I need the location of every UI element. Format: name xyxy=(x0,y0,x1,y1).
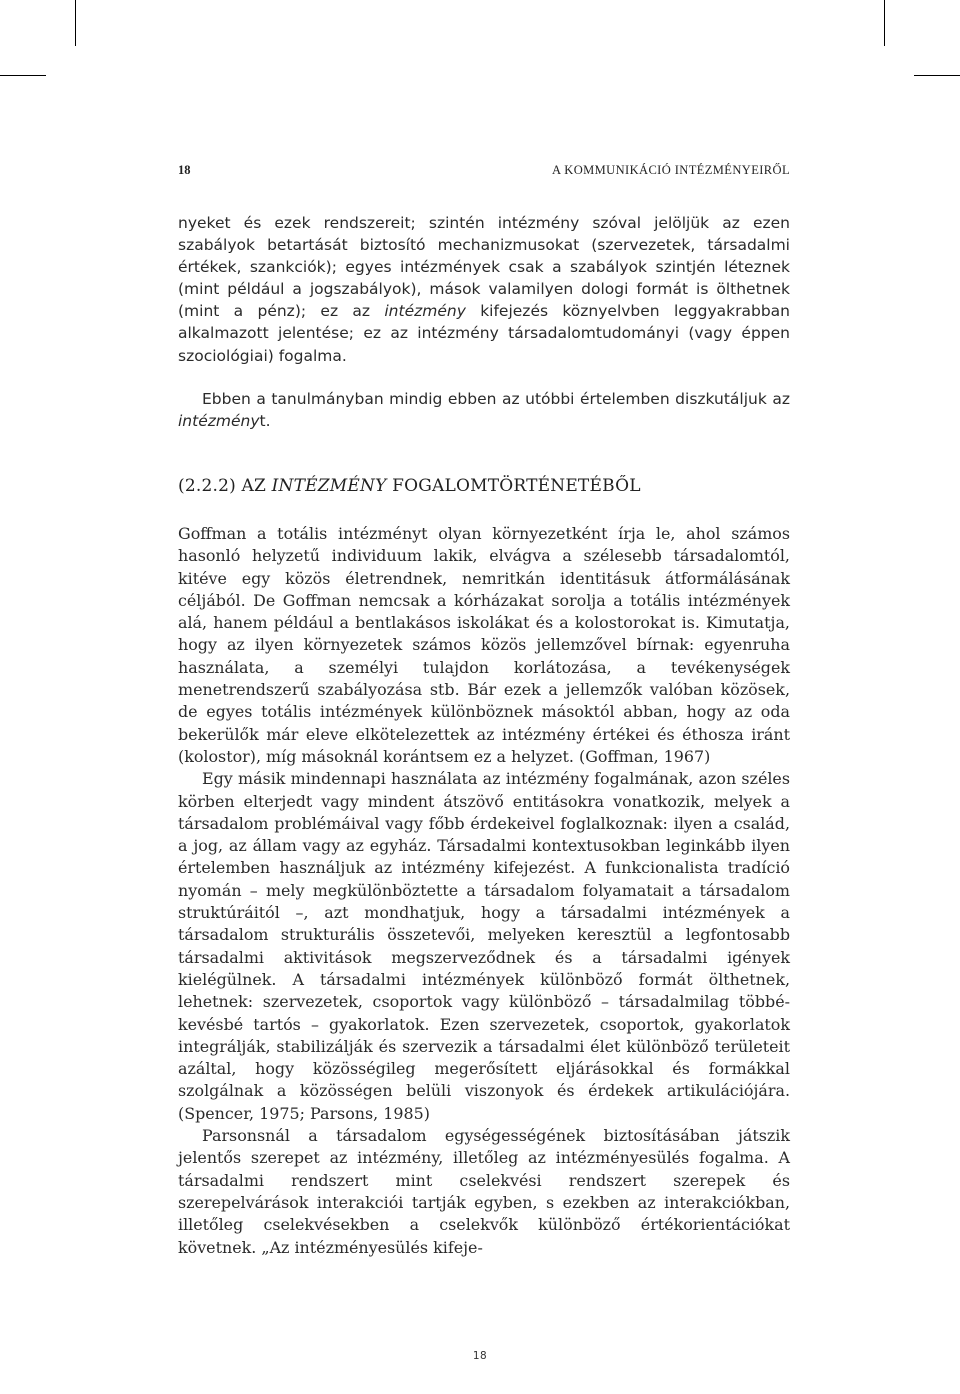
section-heading-rest: FOGALOMTÖRTÉNETÉBŐL xyxy=(386,476,641,496)
crop-mark-top-right-horizontal xyxy=(914,75,960,76)
paragraph-goffman: Goffman a totális intézményt olyan környezetként írja le, ahol számos hasonló helyzetű individuum lakik, elvágva a szélesebb társadalomtól, kitéve egy közös életrendnek, nemritkán identitásuk átformálásának céljából. De Goffman nemcsak a kórházakat sorolja a totális intézmények alá, hanem például a bentlakásos iskolákat és a kolostorokat is. Kimutatja, hogy az ilyen környezetek számos közös jellemzővel bírnak: egyenruha használata, a személyi tulajdon korlátozása, a tevékenységek menetrendszerű szabályozása stb. Bár ezek a jellemzők valóban közösek, de egyes totális intézmények különböznek másoktól abban, hogy az oda bekerülők már eleve elkötelezettek az intézmény értékei és éthosza iránt (kolostor), míg másoknál korántsem ez a helyzet. (Goffman, 1967) xyxy=(178,524,790,766)
header-page-number: 18 xyxy=(178,163,191,177)
footer-page-number: 18 xyxy=(472,1350,488,1362)
paragraph-parsons: Parsonsnál a társadalom egységességének biztosításában játszik jelentős szerepet az intézmény, illetőleg az intézményesülés fogalma. A társadalmi rendszert mint cselekvési rendszert szerepek és szerepelvárások interakciói tartják egyben, s ezekben az interakciókban, illetőleg cselekvésekben a cselekvők különböző értékorientációkat követnek. „Az intézményesülés kifeje- xyxy=(178,1126,790,1257)
intro-text-part2: kifejezés köznyelvben leggyakrabban alkalmazott jelentése; ez az intézmény társadalomtudományi (vagy éppen szociológiai) fogalma. xyxy=(178,302,790,365)
paragraph-everyday-usage: Egy másik mindennapi használata az intézmény fogalmának, azon széles körben elterjedt vagy mindent átszövő entitásokra vonatkozik, melyek a társadalom problémáival vagy főbb érdekeivel foglalkoznak: ilyen a család, a jog, az állam vagy az egyház. Társadalmi kontextusokban leginkább ilyen értelemben használjuk az intézmény kifejezést. A funkcionalista tradíció nyomán – mely megkülönböztette a társadalom folyamatait a társadalom struktúráitól –, azt mondhatjuk, hogy a társadalmi intézmények a társadalom strukturális összetevői, melyeken keresztül a legfontosabb társadalmi aktivitások megszerveződnek és a társadalmi igények kielégülnek. A társadalmi intézmények különböző formát ölthetnek, lehetnek: szervezetek, csoportok vagy különböző – társadalmilag többé-kevésbé tartós – gyakorlatok. Ezen szervezetek, csoportok, gyakorlatok integrálják, stabilizálják és szervezik a társadalmi élet különböző területeit azáltal, hogy közösségileg megerősített eljárásokkal és formákkal szolgálnak a közösségen belüli viszonyok és érdekek artikulációjára. (Spencer, 1975; Parsons, 1985) xyxy=(178,769,790,1123)
main-text xyxy=(178,523,790,1259)
usage-italic-term: intézmény xyxy=(178,412,260,431)
running-title: A KOMMUNIKÁCIÓ INTÉZMÉNYEIRŐL xyxy=(552,163,790,177)
crop-mark-top-left-horizontal xyxy=(0,75,46,76)
running-head xyxy=(178,163,790,178)
usage-paragraph xyxy=(178,388,790,432)
section-heading xyxy=(178,476,790,496)
usage-text-part1: Ebben a tanulmányban mindig ebben az utóbbi értelemben diszkutáljuk az xyxy=(202,390,790,408)
crop-mark-top-left-vertical xyxy=(75,0,76,46)
section-heading-italic: INTÉZMÉNY xyxy=(271,476,387,496)
intro-text-part1: nyeket és ezek rendszereit; szintén intézmény szóval jelöljük az ezen szabályok betartását biztosító mechanizmusokat (szervezetek, társadalmi értékek, szankciók); egyes intézmények csak a szabályok szintjén léteznek (mint például a jogszabályok), mások valamilyen dologi formát is ölthetnek (mint a pénz); ez az xyxy=(178,214,790,321)
crop-mark-top-right-vertical xyxy=(884,0,885,46)
intro-italic-term: intézmény xyxy=(384,302,466,321)
intro-paragraph xyxy=(178,212,790,367)
usage-text-part2: t. xyxy=(259,412,271,431)
section-number: (2.2.2) AZ xyxy=(178,476,272,496)
